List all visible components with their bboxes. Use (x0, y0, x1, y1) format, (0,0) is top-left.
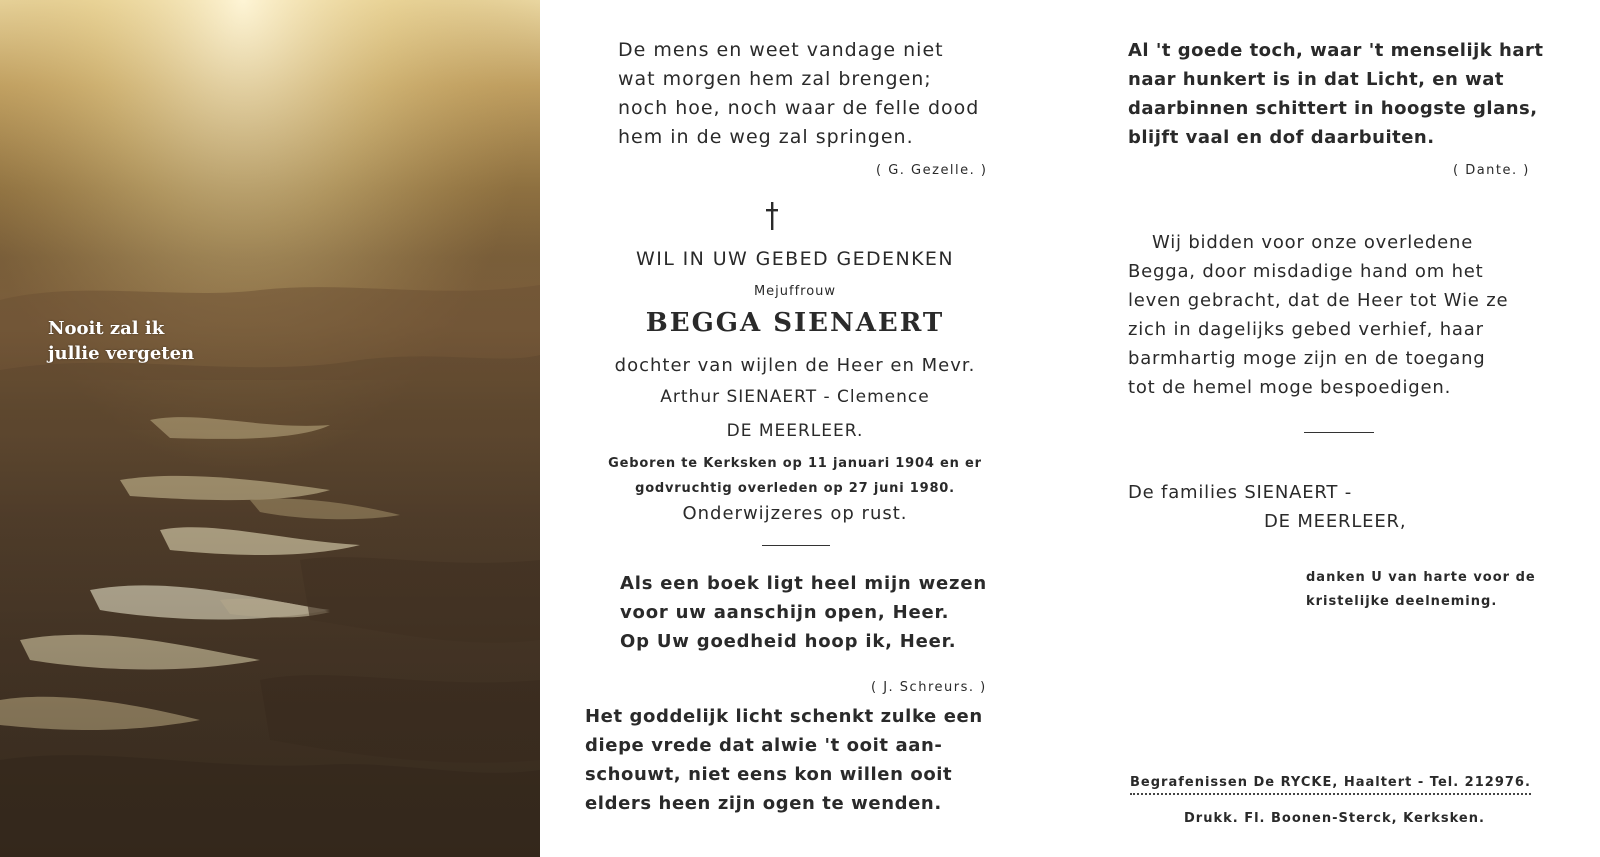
prayer-line: tot de hemel moge bespoedigen. (1128, 377, 1452, 398)
sunset-water-photo (0, 0, 540, 857)
poem-schreurs (620, 569, 987, 656)
quote-line: daarbinnen schittert in hoogste glans, (1128, 98, 1538, 119)
dante-quote (1128, 36, 1543, 152)
deceased-name: BEGGA SIENAERT (645, 308, 945, 338)
prayer-line: zich in dagelijks gebed verhief, haar (1128, 319, 1484, 340)
thanks-line: kristelijke deelneming. (1306, 594, 1498, 609)
text-line: elders heen zijn ogen te wenden. (585, 793, 942, 814)
quote-line: Al 't goede toch, waar 't menselijk hart (1128, 40, 1544, 61)
right-panel (1128, 0, 1588, 857)
parents-line: DE MEERLEER. (726, 421, 864, 441)
middle-panel (585, 0, 1025, 857)
prayer-line: leven gebracht, dat de Heer tot Wie ze (1128, 290, 1509, 311)
prayer-line: Wij bidden voor onze overledene (1152, 232, 1474, 253)
divider (1304, 432, 1374, 433)
profession-line: Onderwijzeres op rust. (682, 503, 908, 524)
undertaker-line: Begrafenissen De RYCKE, Haaltert - Tel. 212976. (1130, 775, 1531, 795)
honorific: Mejuffrouw (753, 284, 837, 299)
photo-illustration (0, 0, 540, 857)
quote-line: blijft vaal en dof daarbuiten. (1128, 127, 1435, 148)
cross-icon (765, 200, 779, 232)
poem-attribution: ( J. Schreurs. ) (871, 680, 987, 695)
closing-text (585, 702, 983, 818)
parents-line: Arthur SIENAERT - Clemence (660, 387, 930, 407)
text-line: diepe vrede dat alwie 't ooit aan- (585, 735, 943, 756)
quote-line: naar hunkert is in dat Licht, en wat (1128, 69, 1504, 90)
families-line: De families SIENAERT - (1128, 482, 1353, 503)
poem-attribution: ( G. Gezelle. ) (876, 163, 988, 178)
poem-line: Als een boek ligt heel mijn wezen (620, 573, 987, 594)
prayer-line: Begga, door misdadige hand om het (1128, 261, 1484, 282)
prayer-line: barmhartig moge zijn en de toegang (1128, 348, 1486, 369)
poem-gezelle (618, 36, 979, 152)
families-line: DE MEERLEER, (1264, 511, 1407, 532)
divider (762, 545, 830, 546)
poem-line: wat morgen hem zal brengen; (618, 68, 932, 90)
thanks-line: danken U van harte voor de (1306, 570, 1536, 585)
printer-line: Drukk. Fl. Boonen-Sterck, Kerksken. (1184, 811, 1485, 826)
poem-line: voor uw aanschijn open, Heer. (620, 602, 950, 623)
birth-line: Geboren te Kerksken op 11 januari 1904 en er (608, 456, 982, 471)
prayer-text (1128, 228, 1508, 402)
poem-line: De mens en weet vandage niet (618, 39, 944, 61)
poem-line: Op Uw goedheid hoop ik, Heer. (620, 631, 957, 652)
poem-line: noch hoe, noch waar de felle dood (618, 97, 980, 119)
poem-line: hem in de weg zal springen. (618, 126, 914, 148)
text-line: schouwt, niet eens kon willen ooit (585, 764, 953, 785)
remember-heading: WIL IN UW GEBED GEDENKEN (636, 248, 954, 270)
daughter-line: dochter van wijlen de Heer en Mevr. (614, 355, 976, 376)
quote-attribution: ( Dante. ) (1453, 163, 1530, 178)
text-line: Het goddelijk licht schenkt zulke een (585, 706, 983, 727)
death-line: godvruchtig overleden op 27 juni 1980. (635, 481, 955, 496)
photo-caption: Nooit zal ik jullie vergeten (48, 318, 195, 364)
